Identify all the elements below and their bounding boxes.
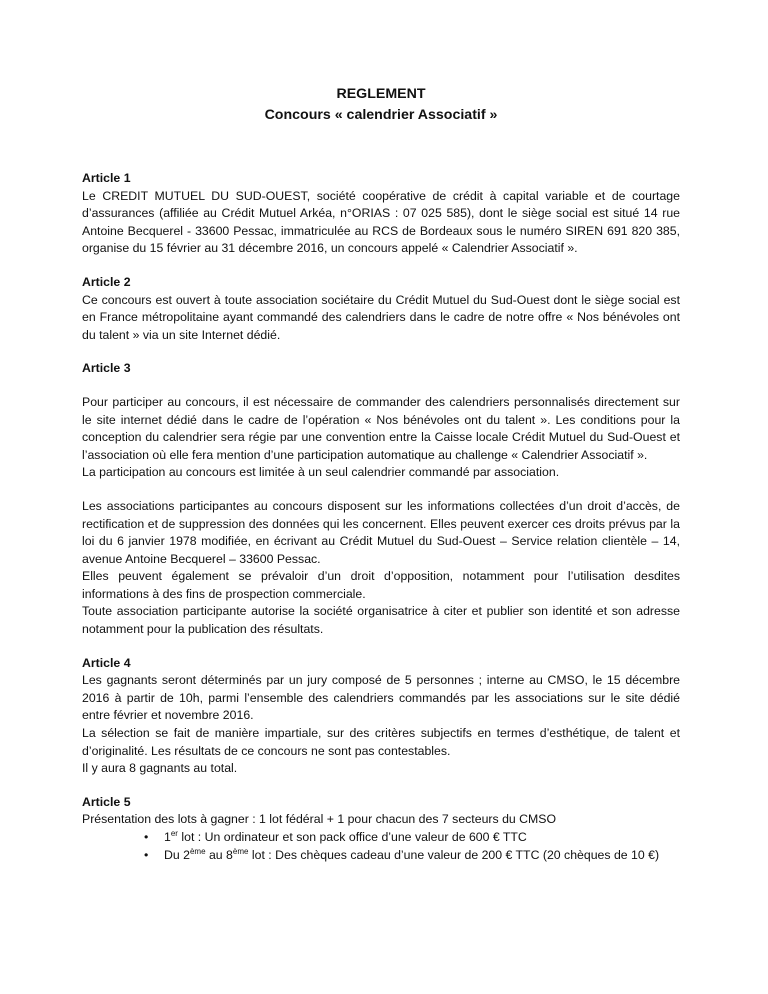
bullet-icon: • [144, 847, 149, 862]
article-1-heading: Article 1 [82, 171, 131, 185]
article-4-heading: Article 4 [82, 655, 131, 670]
article-3 [82, 360, 680, 638]
list-item [82, 829, 680, 847]
article-4-paragraph-1: Les gagnants seront déterminés par un jury composé de 5 personnes ; interne au CMSO, le 15 décembre 2016 à partir de 10h, parmi l’ensemble des calendriers commandés par les associations sur le site dédié entre février et novembre 2016. [82, 673, 680, 723]
lot-2-superscript-2: ème [232, 846, 249, 856]
article-1-paragraph: Le CREDIT MUTUEL DU SUD-OUEST, société coopérative de crédit à capital variable et de courtage d’assurances (affiliée au Crédit Mutuel Arkéa, n°ORIAS : 07 025 585), dont le siège social est situé 14 rue Antoine Becquerel - 33600 Pessac, immatriculée au RCS de Bordeaux sous le numéro SIREN 691 820 385, organise du 15 février au 31 décembre 2016, un concours appelé « Calendrier Associatif ». [82, 188, 680, 256]
article-5 [82, 794, 680, 864]
article-3-paragraph-4: Elles peuvent également se prévaloir d’un droit d’opposition, notamment pour l’utilisation desdites informations à des fins de prospection commerciale. [82, 569, 680, 601]
article-3-paragraph-5: Toute association participante autorise la société organisatrice à citer et publier son identité et son adresse notamment pour la publication des résultats. [82, 604, 680, 637]
article-2-heading: Article 2 [82, 274, 131, 289]
article-3-heading: Article 3 [82, 361, 131, 376]
article-1 [82, 170, 680, 258]
lot-2-text: lot : Des chèques cadeau d’une valeur de 200 € TTC (20 chèques de 10 €) [248, 847, 660, 862]
article-4 [82, 655, 680, 778]
document-subtitle: Concours « calendrier Associatif » [264, 107, 498, 123]
article-3-paragraph-3: Les associations participantes au concours disposent sur les informations collectées d’un droit d’accès, de rectification et de suppression des données qui les concernent. Elles peuvent exercer ces droits prévus par la loi du 6 janvier 1978 modifiée, en écrivant au Crédit Mutuel du Sud-Ouest – Service relation clientèle – 14, avenue Antoine Becquerel – 33600 Pessac. [82, 498, 680, 566]
article-5-intro: Présentation des lots à gagner : 1 lot fédéral + 1 pour chacun des 7 secteurs du CMSO [82, 812, 557, 827]
lot-2-prefix: Du 2 [164, 847, 190, 862]
article-3-paragraph-2: La participation au concours est limitée à un seul calendrier commandé par association. [82, 465, 560, 480]
article-2 [82, 274, 680, 344]
article-5-heading: Article 5 [82, 794, 131, 809]
lot-1-number: 1 [164, 830, 171, 844]
article-2-paragraph: Ce concours est ouvert à toute association sociétaire du Crédit Mutuel du Sud-Ouest dont le siège social est en France métropolitaine ayant commandé des calendriers dans le cadre de notre offre « Nos bénévoles ont du talent » via un site Internet dédié. [82, 292, 680, 342]
article-3-paragraph-1: Pour participer au concours, il est nécessaire de commander des calendriers personnalisés directement sur le site internet dédié dans le cadre de l’opération « Nos bénévoles ont du talent ». Les conditions pour la conception du calendrier sera régie par une convention entre la Caisse locale Crédit Mutuel du Sud-Ouest et l’association où elle fera mention d’une participation automatique au challenge « Calendrier Associatif ». [82, 394, 680, 462]
lot-1-text: lot : Un ordinateur et son pack office d’une valeur de 600 € TTC [177, 830, 527, 844]
lot-2-mid: au 8 [205, 847, 233, 862]
article-4-paragraph-3: Il y aura 8 gagnants au total. [82, 761, 238, 776]
bullet-icon: • [144, 830, 149, 844]
document-title: REGLEMENT [336, 86, 426, 102]
title-block [82, 84, 680, 126]
article-4-paragraph-2: La sélection se fait de manière impartiale, sur des critères subjectifs en termes d’esthétique, de talent et d’originalité. Les résultats de ce concours ne sont pas contestables. [82, 726, 680, 758]
list-item [82, 847, 680, 865]
lot-2-superscript-1: ème [189, 846, 206, 856]
lot-1-superscript: er [170, 828, 178, 838]
prize-list [82, 829, 680, 864]
